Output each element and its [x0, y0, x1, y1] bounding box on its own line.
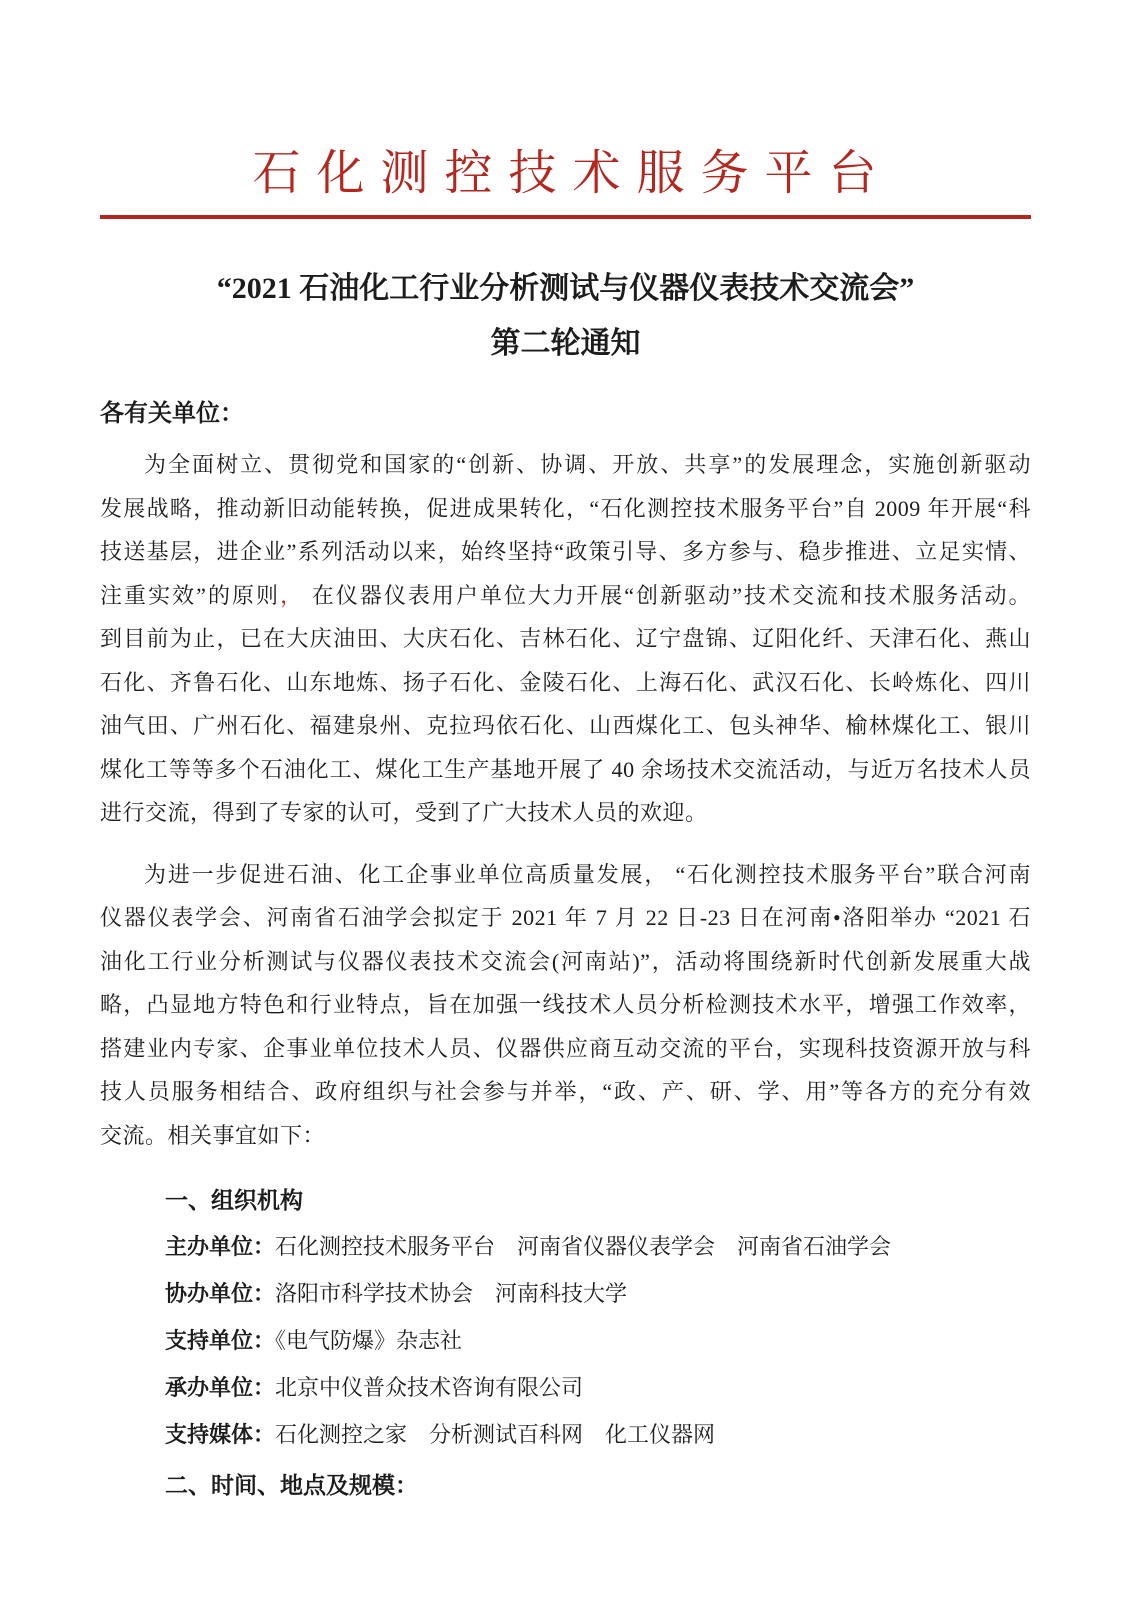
section-2-heading: 二、时间、地点及规模：: [165, 1472, 418, 1498]
paragraph-line: [100, 530, 1031, 574]
org-item-label: 支持媒体：: [165, 1422, 276, 1447]
paragraph-line: [100, 853, 1031, 897]
org-item-value: 石化测控之家 分析测试百科网 化工仪器网: [275, 1422, 716, 1447]
org-item-label: 主办单位：: [165, 1234, 276, 1259]
org-item: [100, 1411, 1031, 1458]
text-segment: 交流。相关事宜如下：: [100, 1122, 326, 1148]
paragraph-line: [100, 940, 1031, 984]
header-rule: [100, 215, 1031, 219]
text-segment: 到目前为止，已在大庆油田、大庆石化、吉林石化、辽宁盘锦、辽阳化纤、天津石化、燕山: [100, 626, 1031, 651]
paragraph-line: [100, 443, 1031, 487]
org-item-label: 支持单位：: [165, 1328, 276, 1353]
text-segment: 技人员服务相结合、政府组织与社会参与并举，“政、产、研、学、用”等各方的充分有效: [100, 1079, 1031, 1104]
text-segment: 为进一步促进石油、化工企事业单位高质量发展， “石化测控技术服务平台”联合河南: [144, 861, 1031, 887]
org-item-value: 《电气防爆》杂志社: [275, 1328, 463, 1353]
paragraph-line: [100, 661, 1031, 705]
text-segment: 搭建业内专家、企事业单位技术人员、仪器供应商互动交流的平台，实现科技资源开放与科: [100, 1035, 1031, 1061]
body-paragraphs: [100, 443, 1031, 1157]
document-title-line2: 第二轮通知: [490, 327, 641, 360]
red-punctuation: ，: [280, 582, 305, 608]
org-item-label: 协办单位：: [165, 1281, 276, 1306]
paragraph-line: [100, 1070, 1031, 1114]
org-item: [100, 1270, 1031, 1317]
org-item-value: 石化测控技术服务平台 河南省仪器仪表学会 河南省石油学会: [275, 1234, 892, 1259]
paragraph-line: [100, 896, 1031, 940]
paragraph-line: [100, 487, 1031, 531]
org-item: [100, 1317, 1031, 1364]
document-header: [100, 145, 1031, 219]
paragraph-line: [100, 791, 1031, 835]
org-item-label: 承办单位：: [165, 1375, 276, 1400]
text-segment: 油气田、广州石化、福建泉州、克拉玛依石化、山西煤化工、包头神华、榆林煤化工、银川: [100, 713, 1031, 738]
text-segment: 发展战略，推动新旧动能转换，促进成果转化，“石化测控技术服务平台”自 2009 年开展“科: [100, 495, 1031, 521]
organization-list: [100, 1223, 1031, 1458]
org-item-value: 洛阳市科学技术协会 河南科技大学: [275, 1281, 628, 1306]
text-segment: 技送基层，进企业”系列活动以来，始终坚持“政策引导、多方参与、稳步推进、立足实情、: [100, 539, 1031, 564]
text-segment: 在仪器仪表用户单位大力开展“创新驱动”技术交流和技术服务活动。: [304, 582, 1031, 608]
paragraph-2: [100, 853, 1031, 1158]
paragraph-line: [100, 1027, 1031, 1071]
paragraph-1: [100, 443, 1031, 835]
section-1-heading: 一、组织机构: [165, 1187, 303, 1213]
salutation: 各有关单位：: [100, 400, 244, 427]
document-title: [100, 261, 1031, 371]
paragraph-line: [100, 704, 1031, 748]
org-item-value: 北京中仪普众技术咨询有限公司: [275, 1375, 584, 1400]
text-segment: 仪器仪表学会、河南省石油学会拟定于 2021 年 7 月 22 日-23 日在河南•洛阳举办 “2021 石: [100, 905, 1031, 930]
paragraph-line: [100, 617, 1031, 661]
paragraph-line: [100, 983, 1031, 1027]
masthead-title: 石 化 测 控 技 术 服 务 平 台: [252, 147, 879, 200]
text-segment: 注重实效”的原则: [100, 582, 281, 608]
text-segment: 石化、齐鲁石化、山东地炼、扬子石化、金陵石化、上海石化、武汉石化、长岭炼化、四川: [100, 669, 1031, 695]
paragraph-line: [100, 574, 1031, 618]
document-title-line1: “2021 石油化工行业分析测试与仪器仪表技术交流会”: [216, 272, 915, 305]
text-segment: 略，凸显地方特色和行业特点，旨在加强一线技术人员分析检测技术水平，增强工作效率，: [100, 992, 1031, 1017]
paragraph-line: [100, 1114, 1031, 1158]
org-item: [100, 1364, 1031, 1411]
paragraph-line: [100, 748, 1031, 792]
text-segment: 进行交流，得到了专家的认可，受到了广大技术人员的欢迎。: [100, 800, 708, 825]
org-item: [100, 1223, 1031, 1270]
text-segment: 为全面树立、贯彻党和国家的“创新、协调、开放、共享”的发展理念，实施创新驱动: [144, 452, 1031, 477]
text-segment: 油化工行业分析测试与仪器仪表技术交流会(河南站)”，活动将围绕新时代创新发展重大战: [100, 948, 1031, 974]
text-segment: 煤化工等等多个石油化工、煤化工生产基地开展了 40 余场技术交流活动，与近万名技术人员: [100, 756, 1031, 782]
